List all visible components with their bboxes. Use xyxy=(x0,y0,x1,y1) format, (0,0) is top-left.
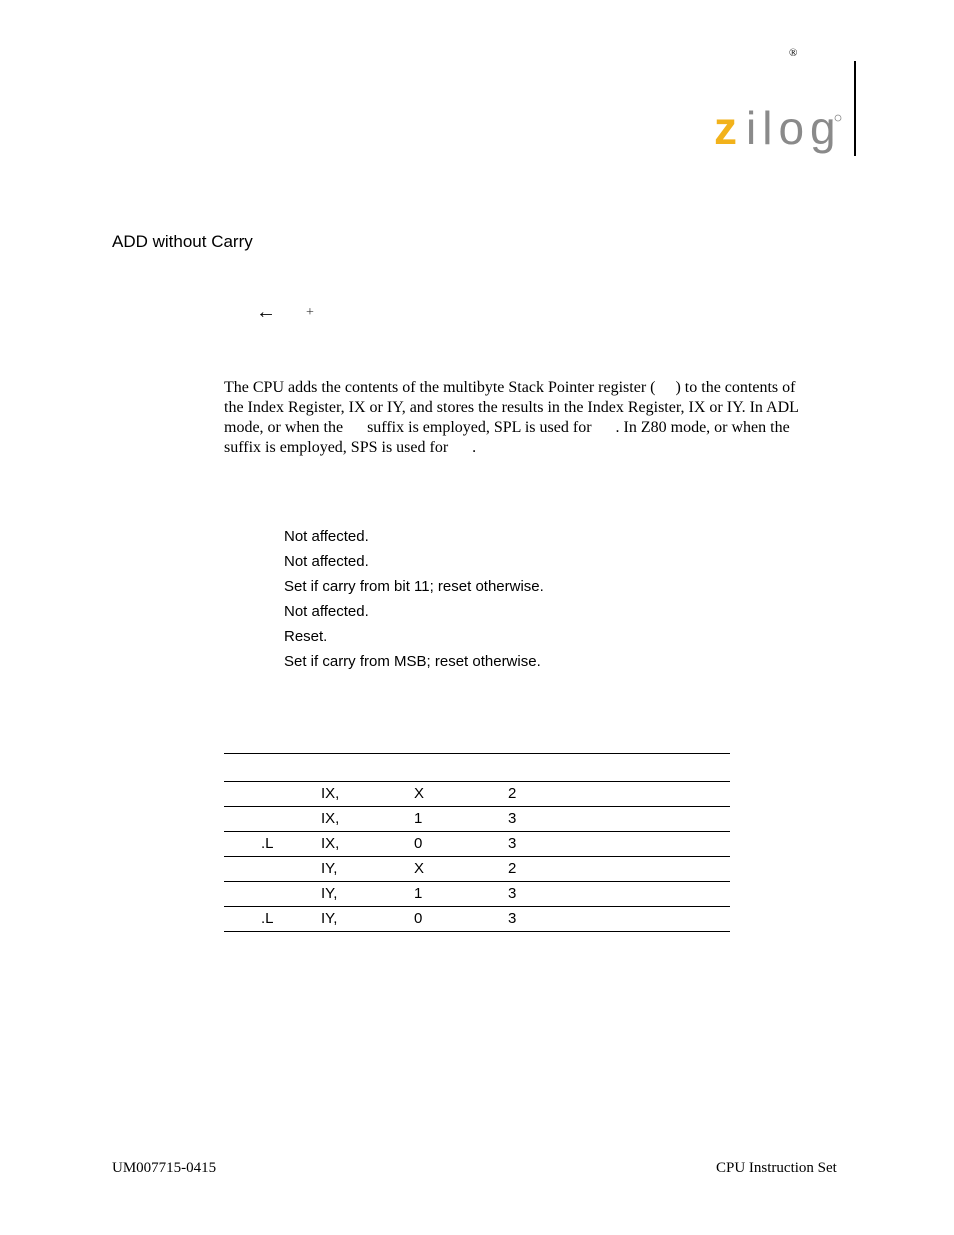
table-row xyxy=(224,807,730,832)
bytes-cell: 2 xyxy=(508,785,517,802)
bytes-cell: 2 xyxy=(508,860,517,877)
adl-cell: 1 xyxy=(414,810,423,827)
operand-cell: IY, xyxy=(321,860,338,877)
description-line: The CPU adds the contents of the multibyte Stack Pointer register ( ) to the contents of xyxy=(224,379,796,396)
operand-cell: IY, xyxy=(321,885,338,902)
flag-item: Not affected. xyxy=(284,603,369,620)
flag-item: Reset. xyxy=(284,628,328,645)
operand-cell: IX, xyxy=(321,835,340,852)
description-line: suffix is employed, SPS is used for . xyxy=(224,439,477,456)
suffix-cell: .L xyxy=(261,910,274,927)
zilog-logo xyxy=(714,100,846,160)
flag-item: Not affected. xyxy=(284,553,369,570)
adl-cell: 0 xyxy=(414,910,423,927)
header-divider xyxy=(854,61,856,156)
footer-doc-number: UM007715-0415 xyxy=(112,1160,217,1176)
instruction-subtitle: ADD without Carry xyxy=(112,232,253,251)
table-header xyxy=(224,753,730,782)
table-row xyxy=(224,782,730,807)
condition-flags-list xyxy=(284,527,544,677)
table-row xyxy=(224,882,730,907)
logo-letters: ilog xyxy=(746,102,842,154)
description-line: the Index Register, IX or IY, and stores the results in the Index Register, IX or IY. In ADL xyxy=(224,399,799,416)
footer-section-name: CPU Instruction Set xyxy=(716,1160,837,1176)
description-paragraph xyxy=(224,378,839,458)
operation-plus-sign: + xyxy=(306,305,314,320)
suffix-cell: .L xyxy=(261,835,274,852)
operand-cell: IX, xyxy=(321,810,340,827)
bytes-cell: 3 xyxy=(508,835,517,852)
bytes-cell: 3 xyxy=(508,885,517,902)
adl-cell: X xyxy=(414,785,425,802)
adl-cell: 0 xyxy=(414,835,423,852)
flag-item: Set if carry from MSB; reset otherwise. xyxy=(284,653,541,670)
table-row xyxy=(224,857,730,882)
description-line: mode, or when the suffix is employed, SPL is used for . In Z80 mode, or when the xyxy=(224,419,790,436)
logo-letter-z: z xyxy=(714,102,737,154)
operation-assign-arrow: ← xyxy=(256,301,276,323)
flag-item: Set if carry from bit 11; reset otherwise. xyxy=(284,578,544,595)
bytes-cell: 3 xyxy=(508,910,517,927)
flag-item: Not affected. xyxy=(284,528,369,545)
registered-mark: ® xyxy=(789,47,798,59)
operand-cell: IY, xyxy=(321,910,338,927)
table-row xyxy=(224,832,730,857)
adl-cell: X xyxy=(414,860,425,877)
table-row xyxy=(224,907,730,932)
bytes-cell: 3 xyxy=(508,810,517,827)
operand-cell: IX, xyxy=(321,785,340,802)
opcode-table xyxy=(224,753,730,932)
adl-cell: 1 xyxy=(414,885,423,902)
